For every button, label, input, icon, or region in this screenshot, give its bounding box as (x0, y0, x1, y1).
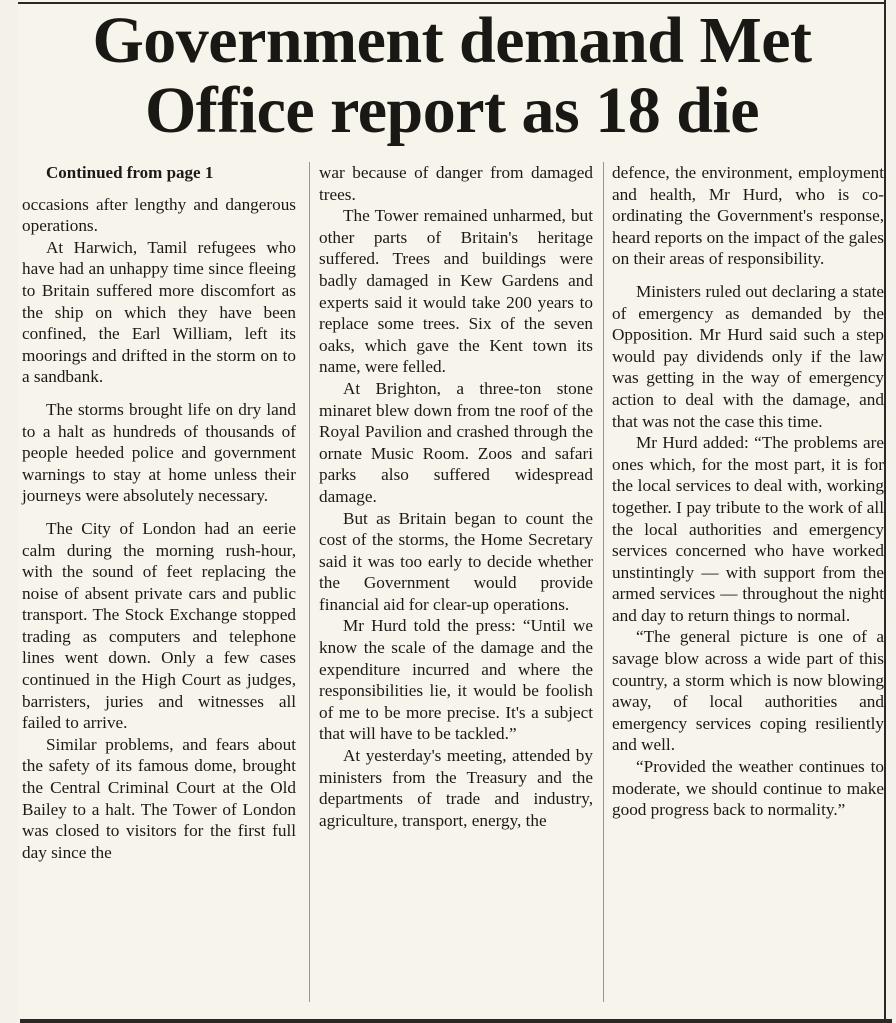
paragraph: At yesterday's meeting, attended by ministers from the Treasury and the departments of trade and industry, agriculture, transport, energy, the (319, 746, 593, 830)
paragraph: The storms brought life on dry land to a halt as hundreds of thousands of people heeded police and government warnings to stay at home unless their journeys were absolutely necessary. (22, 399, 296, 506)
paragraph: “Provided the weather continues to moderate, we should continue to make good progress back to normality.” (612, 757, 884, 820)
column-2 (319, 162, 593, 831)
continued-kicker: Continued from page 1 (46, 163, 214, 182)
article-body (22, 162, 882, 1002)
paragraph: But as Britain began to count the cost of the storms, the Home Secretary said it was too early to decide whether the Government would provide financial aid for clear-up operations. (319, 508, 593, 614)
bottom-rule (20, 1019, 892, 1023)
column-1 (22, 162, 296, 863)
paragraph: At Brighton, a three-ton stone minaret blew down from tne roof of the Royal Pavilion and crashed through the ornate Music Room. Zoos and safari parks also suffered widespread damage. (319, 378, 593, 506)
column-divider (603, 162, 604, 1002)
headline: Government demand Met Office report as 18 die (92, 4, 812, 147)
paragraph: The Tower remained unharmed, but other parts of Britain's heritage suffered. Trees and buildings were badly damaged in Kew Gardens and experts said it would take 200 years to replace some trees. Six of the seven oaks, which gave the Kent town its name, were felled. (319, 206, 593, 377)
paragraph: At Harwich, Tamil refugees who have had an unhappy time since fleeing to Britain suffered more discomfort as the ship on which they have been confined, the Earl William, left its moorings and drifted in the storm on to a sandbank. (22, 237, 296, 387)
newspaper-clipping (18, 0, 886, 1020)
paragraph: The City of London had an eerie calm during the morning rush-hour, with the sound of feet replacing the noise of absent private cars and public transport. The Stock Exchange stopped trading as computers and telephone lines went down. Only a few cases continued in the High Court as judges, barristers, juries and witnesses all failed to arrive. (22, 518, 296, 733)
paragraph: war because of danger from damaged trees. (319, 163, 593, 204)
column-3 (612, 162, 884, 821)
paragraph: Ministers ruled out declaring a state of emergency as demanded by the Opposition. Mr Hurd said such a step would pay dividends only if the law was getting in the way of emergency action to deal with the damage, and that was not the case this time. (612, 281, 884, 431)
paragraph: Mr Hurd added: “The problems are ones which, for the most part, it is for the local services to deal with, working together. I pay tribute to the work of all the local authorities and emergency services concerned who have worked unstintingly — with support from the armed services — throughout the night and day to return things to normal. (612, 433, 884, 625)
right-rule (884, 0, 886, 1020)
column-divider (309, 162, 310, 1002)
paragraph: “The general picture is one of a savage blow across a wide part of this country, a storm which is now blowing away, of local authorities and emergency services coping resiliently and well. (612, 627, 884, 755)
paragraph: Similar problems, and fears about the safety of its famous dome, brought the Central Criminal Court at the Old Bailey to a halt. The Tower of London was closed to visitors for the first full day since the (22, 734, 296, 862)
paragraph: Mr Hurd told the press: “Until we know the scale of the damage and the expenditure incurred and where the responsibilities lie, it would be foolish of me to be more precise. It's a subject that will have to be tackled.” (319, 616, 593, 744)
paragraph: defence, the environment, employment and health, Mr Hurd, who is co-ordinating the Government's response, heard reports on the impact of the gales on their areas of responsibility. (612, 163, 884, 269)
paragraph: occasions after lengthy and dangerous operations. (22, 194, 296, 236)
